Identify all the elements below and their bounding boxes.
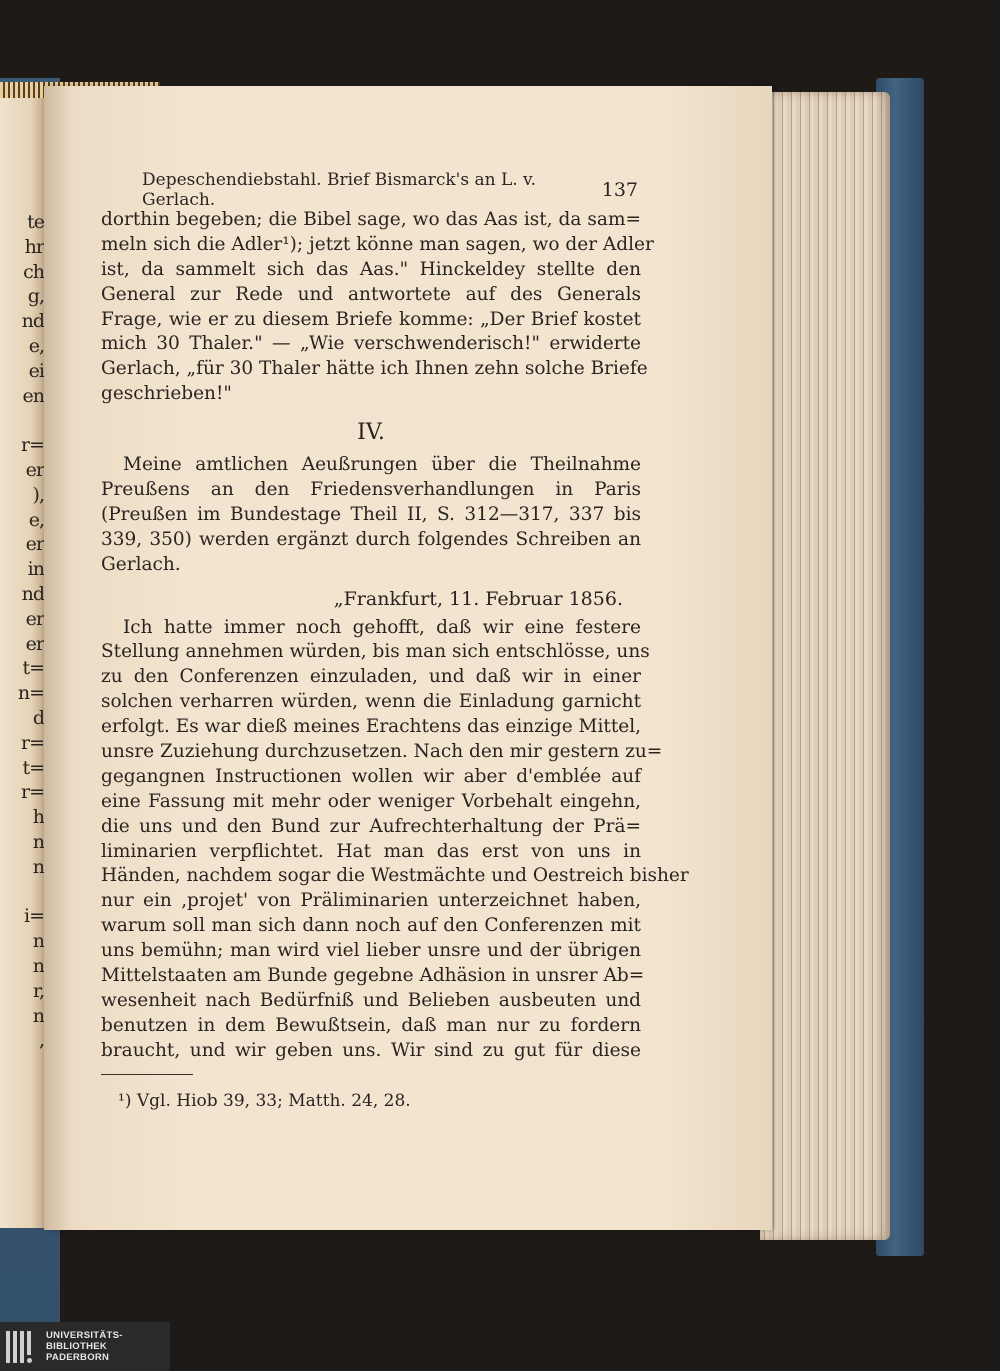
text-line: uns bemühn; man wird viel lieber unsre und der übrigen <box>101 940 641 962</box>
text-line: warum soll man sich dann noch auf den Conferenzen mit <box>101 915 641 937</box>
text-line: Gerlach, „für 30 Thaler hätte ich Ihnen zehn solche Briefe <box>101 358 648 380</box>
text-line: Mittelstaaten am Bunde gegebne Adhäsion in unsrer Ab= <box>101 965 645 987</box>
library-logo-text <box>46 1330 123 1363</box>
text-line: nur ein ‚projet' von Präliminarien unterzeichnet haben, <box>101 890 641 912</box>
library-logo-line: UNIVERSITÄTS- <box>46 1330 123 1341</box>
paragraph-2 <box>101 453 641 577</box>
text-line: geschrieben!" <box>101 383 232 405</box>
text-line: 339, 350) werden ergänzt durch folgendes Schreiben an <box>101 528 641 550</box>
footnote: ¹) Vgl. Hiob 39, 33; Matth. 24, 28. <box>118 1091 411 1111</box>
text-line: (Preußen im Bundestage Theil II, S. 312—317, 337 bis <box>101 503 641 525</box>
text-line: wesenheit nach Bedürfniß und Belieben ausbeuten und <box>101 989 641 1011</box>
text-line: Ich hatte immer noch gehofft, daß wir eine festere <box>123 616 641 638</box>
text-line: eine Fassung mit mehr oder weniger Vorbehalt eingehn, <box>101 790 641 812</box>
text-line: braucht, und wir geben uns. Wir sind zu gut für diese <box>101 1039 641 1061</box>
text-line: liminarien verpflichtet. Hat man das erst von uns in <box>101 840 641 862</box>
text-line: meln sich die Adler¹); jetzt könne man sagen, wo der Adler <box>101 233 654 255</box>
left-page-text-fragments: te hr ch g, nd e, ei en r= er ), e, er in nd er er t= n= d r= t= r= h n n i= n n r, n , <box>17 211 44 1052</box>
section-numeral: IV. <box>357 420 385 446</box>
text-line: Händen, nachdem sogar die Westmächte und Oestreich bisher <box>101 865 689 887</box>
text-line: erfolgt. Es war dieß meines Erachtens das einzige Mittel, <box>101 716 641 738</box>
text-line: Gerlach. <box>101 553 181 575</box>
text-line: dorthin begeben; die Bibel sage, wo das Aas ist, da sam= <box>101 209 641 230</box>
paragraph-3 <box>101 616 689 1064</box>
running-head-title: Depeschendiebstahl. Brief Bismarck's an L. v. Gerlach. <box>142 170 537 210</box>
text-line: die uns und den Bund zur Aufrechterhaltung der Prä= <box>101 815 641 837</box>
text-line: mich 30 Thaler." — „Wie verschwenderisch!" erwiderte <box>101 333 641 355</box>
letter-date: „Frankfurt, 11. Februar 1856. <box>333 587 623 610</box>
text-line: solchen verharren würden, wenn die Einladung garnicht <box>101 691 641 713</box>
text-line: unsre Zuziehung durchzusetzen. Nach den mir gestern zu= <box>101 741 663 763</box>
page-number: 137 <box>601 179 638 201</box>
left-page <box>0 98 48 1228</box>
text-line: benutzen in dem Bewußtsein, daß man nur zu fordern <box>101 1014 641 1036</box>
library-logo-mark-icon <box>4 1327 40 1367</box>
text-line: Stellung annehmen würden, bis man sich entschlösse, uns <box>101 641 650 663</box>
running-head <box>142 170 638 210</box>
text-line: Meine amtlichen Aeußrungen über die Theilnahme <box>123 454 641 476</box>
library-logo-line: PADERBORN <box>46 1352 110 1363</box>
text-line: gegangnen Instructionen wollen wir aber d'emblée auf <box>101 765 641 787</box>
text-line: Preußens an den Friedensverhandlungen in Paris <box>101 479 641 501</box>
paragraph-1 <box>101 208 654 407</box>
text-line: Frage, wie er zu diesem Briefe komme: „Der Brief kostet <box>101 308 641 330</box>
library-logo-line: BIBLIOTHEK <box>46 1341 108 1352</box>
text-line: General zur Rede und antwortete auf des Generals <box>101 283 641 305</box>
text-line: zu den Conferenzen einzuladen, und daß wir in einer <box>101 666 641 688</box>
page-edges <box>760 92 890 1240</box>
library-logo <box>0 1322 170 1371</box>
footnote-rule <box>101 1074 193 1075</box>
text-line: ist, da sammelt sich das Aas." Hinckeldey stellte den <box>101 258 641 280</box>
body-text <box>101 208 689 1064</box>
